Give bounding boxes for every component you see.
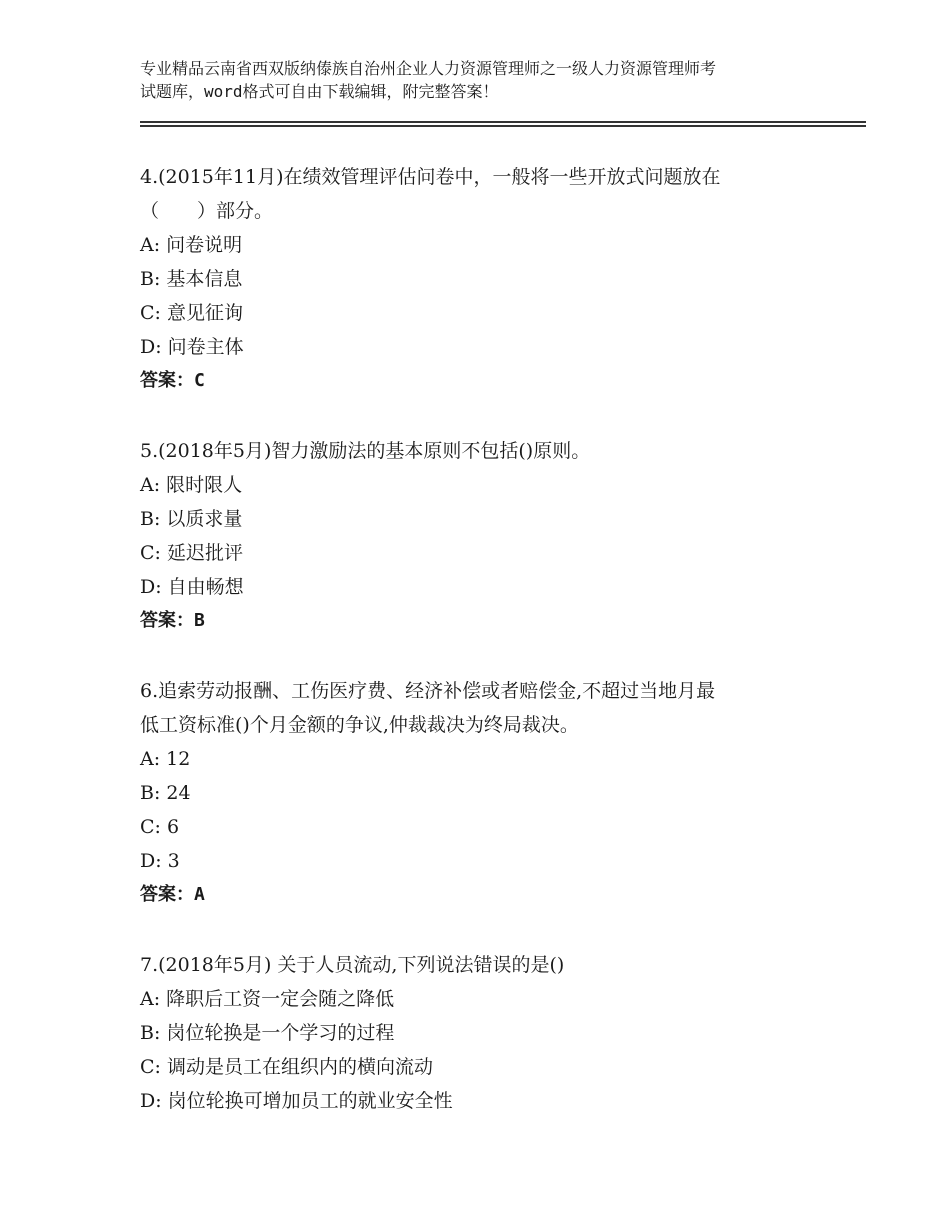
answer-line: 答案：A	[140, 884, 205, 905]
option-b: B: 以质求量	[140, 508, 243, 530]
question-4	[140, 160, 840, 398]
answer-line: 答案：C	[140, 370, 205, 391]
option-d: D: 3	[140, 850, 180, 872]
option-b: B: 基本信息	[140, 268, 243, 290]
option-d: D: 问卷主体	[140, 336, 244, 358]
question-line: 6.追索劳动报酬、工伤医疗费、经济补偿或者赔偿金,不超过当地月最	[140, 680, 716, 702]
question-6	[140, 674, 840, 912]
header-divider-bottom	[140, 125, 866, 127]
question-line: 4.(2015年11月)在绩效管理评估问卷中，一般将一些开放式问题放在	[140, 166, 721, 188]
question-line: 低工资标准()个月金额的争议,仲裁裁决为终局裁决。	[140, 714, 579, 736]
question-text	[140, 160, 840, 228]
option-c: C: 延迟批评	[140, 542, 243, 564]
document-header	[140, 57, 830, 103]
question-text	[140, 434, 840, 468]
question-line: （ ）部分。	[140, 200, 274, 222]
option-b: B: 岗位轮换是一个学习的过程	[140, 1022, 395, 1044]
question-list	[140, 160, 840, 1118]
option-b: B: 24	[140, 782, 191, 804]
option-a: A: 降职后工资一定会随之降低	[140, 988, 395, 1010]
option-d: D: 自由畅想	[140, 576, 244, 598]
question-7	[140, 948, 840, 1118]
option-c: C: 调动是员工在组织内的横向流动	[140, 1056, 433, 1078]
header-line-2: 试题库，word格式可自由下载编辑，附完整答案！	[140, 82, 499, 101]
header-divider-top	[140, 121, 866, 123]
option-d: D: 岗位轮换可增加员工的就业安全性	[140, 1090, 453, 1112]
header-line-1: 专业精品云南省西双版纳傣族自治州企业人力资源管理师之一级人力资源管理师考	[140, 59, 717, 78]
question-line: 5.(2018年5月)智力激励法的基本原则不包括()原则。	[140, 440, 591, 462]
option-a: A: 问卷说明	[140, 234, 243, 256]
question-text	[140, 674, 840, 742]
option-c: C: 6	[140, 816, 180, 838]
option-c: C: 意见征询	[140, 302, 243, 324]
answer-line: 答案：B	[140, 610, 205, 631]
option-a: A: 限时限人	[140, 474, 243, 496]
question-5	[140, 434, 840, 638]
question-line: 7.(2018年5月) 关于人员流动,下列说法错误的是()	[140, 954, 565, 976]
question-text	[140, 948, 840, 982]
option-a: A: 12	[140, 748, 191, 770]
